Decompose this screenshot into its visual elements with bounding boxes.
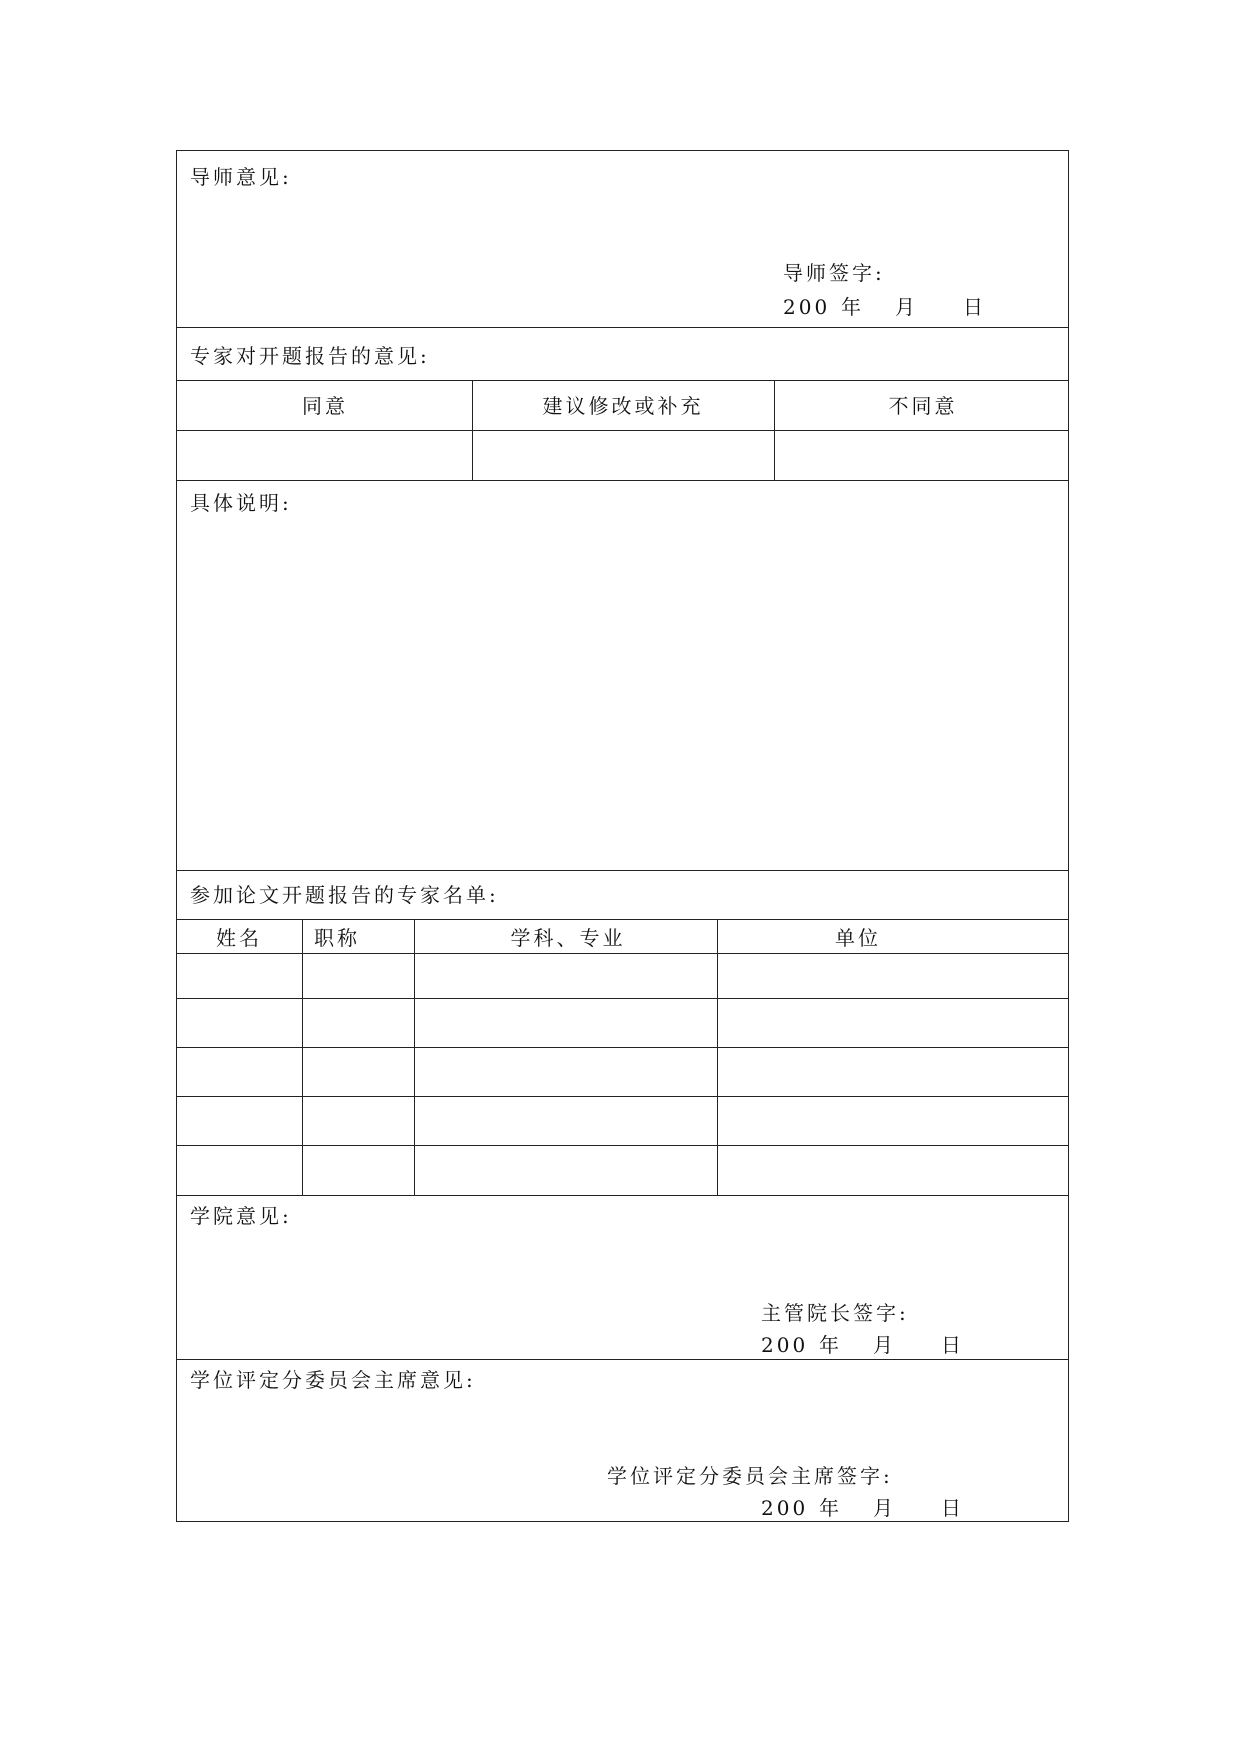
committee-signature-label: 学位评定分委员会主席签字: xyxy=(607,1464,893,1488)
header-title: 职称 xyxy=(314,926,360,950)
option-revise: 建议修改或补充 xyxy=(542,394,704,418)
form-table xyxy=(176,150,1069,1522)
table-row-divider xyxy=(177,1145,1068,1146)
divider xyxy=(177,870,1068,871)
college-date-year: 200 xyxy=(761,1333,809,1357)
committee-date-year: 200 xyxy=(761,1496,809,1520)
committee-date-year-unit: 年 xyxy=(819,1496,842,1520)
divider xyxy=(177,1359,1068,1360)
table-row-divider xyxy=(177,953,1068,954)
header-unit: 单位 xyxy=(835,926,881,950)
divider xyxy=(177,1195,1068,1196)
college-date-year-unit: 年 xyxy=(819,1333,842,1357)
column-divider xyxy=(472,380,473,480)
advisor-date-day-unit: 日 xyxy=(963,295,986,319)
divider xyxy=(177,480,1068,481)
college-opinion-label: 学院意见: xyxy=(190,1204,292,1228)
divider xyxy=(177,327,1068,328)
details-label: 具体说明: xyxy=(190,491,292,515)
table-row-divider xyxy=(177,1096,1068,1097)
column-divider xyxy=(717,919,718,1195)
header-name: 姓名 xyxy=(216,926,262,950)
committee-opinion-label: 学位评定分委员会主席意见: xyxy=(190,1368,476,1392)
college-date-month-unit: 月 xyxy=(873,1333,896,1357)
expert-opinion-label: 专家对开题报告的意见: xyxy=(190,344,430,368)
column-divider xyxy=(414,919,415,1195)
divider xyxy=(177,919,1068,920)
committee-date-day-unit: 日 xyxy=(941,1496,964,1520)
college-signature-label: 主管院长签字: xyxy=(761,1301,909,1325)
advisor-date-year: 200 xyxy=(783,295,831,319)
table-row-divider xyxy=(177,998,1068,999)
committee-date-month-unit: 月 xyxy=(873,1496,896,1520)
column-divider xyxy=(302,919,303,1195)
table-row-divider xyxy=(177,1047,1068,1048)
experts-list-label: 参加论文开题报告的专家名单: xyxy=(190,883,499,907)
advisor-opinion-label: 导师意见: xyxy=(190,165,292,189)
college-date-day-unit: 日 xyxy=(941,1333,964,1357)
advisor-date-year-unit: 年 xyxy=(841,295,864,319)
advisor-date-month-unit: 月 xyxy=(895,295,918,319)
advisor-signature-label: 导师签字: xyxy=(783,261,885,285)
option-disagree: 不同意 xyxy=(888,394,958,418)
header-discipline: 学科、专业 xyxy=(510,926,626,950)
column-divider xyxy=(774,380,775,480)
divider xyxy=(177,430,1068,431)
option-agree: 同意 xyxy=(302,394,348,418)
divider xyxy=(177,380,1068,381)
